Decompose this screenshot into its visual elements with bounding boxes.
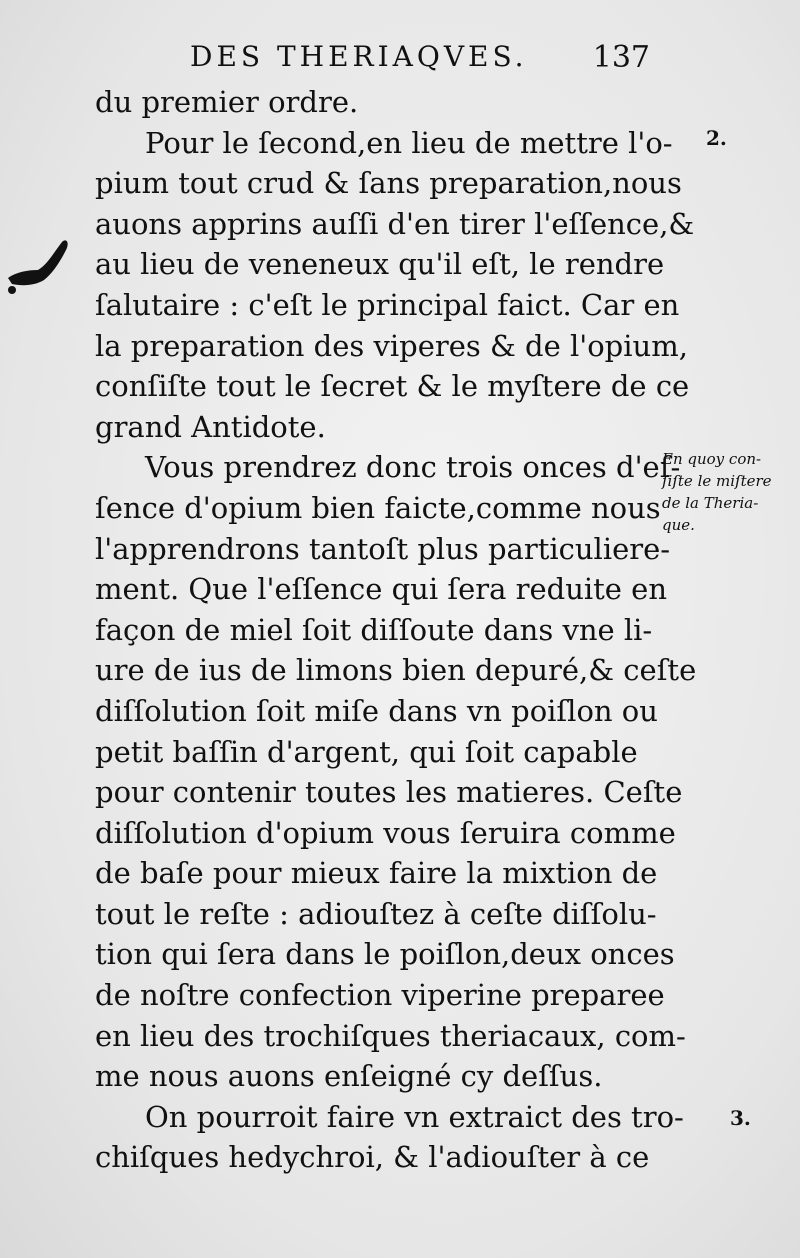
text-line: pium tout crud & ſans preparation,nous	[95, 166, 682, 201]
margin-note	[662, 448, 798, 536]
text-line: ſence d'opium bien faicte,comme nous	[95, 490, 661, 525]
text-line: en lieu des trochiſques theriacaux, com-	[95, 1018, 686, 1053]
text-line: ment. Que l'eſſence qui ſera reduite en	[95, 572, 668, 607]
text-line: auons apprins auſſi d'en tirer l'eſſence,&	[95, 206, 695, 241]
text-line: me nous auons enſeigné cy deſſus.	[95, 1059, 603, 1094]
text-line: grand Antidote.	[95, 409, 326, 444]
text-line: tout le reſte : adiouſtez à ceſte diſſolu-	[95, 896, 657, 931]
page-number: 137	[592, 40, 650, 75]
text-line: au lieu de veneneux qu'il eſt, le rendre	[95, 247, 665, 282]
text-line: Vous prendrez donc trois onces d'eſ-	[145, 450, 681, 485]
text-line: diſſolution d'opium vous ſeruira comme	[95, 815, 676, 850]
text-line: de baſe pour mieux faire la mixtion de	[95, 856, 658, 891]
margin-marker-2: 2.	[706, 126, 727, 150]
margin-note-line: de la Theria-	[662, 494, 759, 512]
text-line: tion qui ſera dans le poiſlon,deux onces	[95, 937, 675, 972]
text-line: pour contenir toutes les matieres. Ceſte	[95, 775, 683, 810]
body-text	[95, 82, 697, 1178]
margin-marker-3: 3.	[730, 1106, 751, 1130]
text-line: chiſques hedychroi, & l'adiouſter à ce	[95, 1140, 650, 1175]
text-line: du premier ordre.	[95, 85, 359, 119]
text-line: diſſolution ſoit miſe dans vn poiſlon ou	[95, 693, 658, 728]
text-line: l'apprendrons tantoſt plus particuliere-	[95, 531, 671, 566]
text-line: ſalutaire : c'eſt le principal faict. Car en	[95, 287, 680, 322]
ink-blot-icon	[4, 236, 70, 296]
running-head: DES THERIAQVES.	[190, 40, 528, 73]
text-line: conſiſte tout le ſecret & le myſtere de ce	[95, 369, 690, 404]
text-line: la preparation des viperes & de l'opium,	[95, 328, 688, 363]
margin-note-line: ſiſte le miſtere	[662, 472, 772, 490]
text-line: petit baſſin d'argent, qui ſoit capable	[95, 734, 638, 769]
text-line: de noſtre confection viperine preparee	[95, 978, 665, 1013]
text-line: ure de ius de limons bien depuré,& ceſte	[95, 653, 697, 688]
margin-note-line: que.	[662, 516, 695, 534]
text-line: façon de miel ſoit diſſoute dans vne li-	[95, 612, 653, 647]
text-line: On pourroit faire vn extraict des tro-	[145, 1099, 684, 1134]
text-line: Pour le ſecond,en lieu de mettre l'o-	[145, 125, 673, 160]
page-header	[190, 40, 650, 80]
margin-note-line: En quoy con-	[662, 450, 762, 468]
